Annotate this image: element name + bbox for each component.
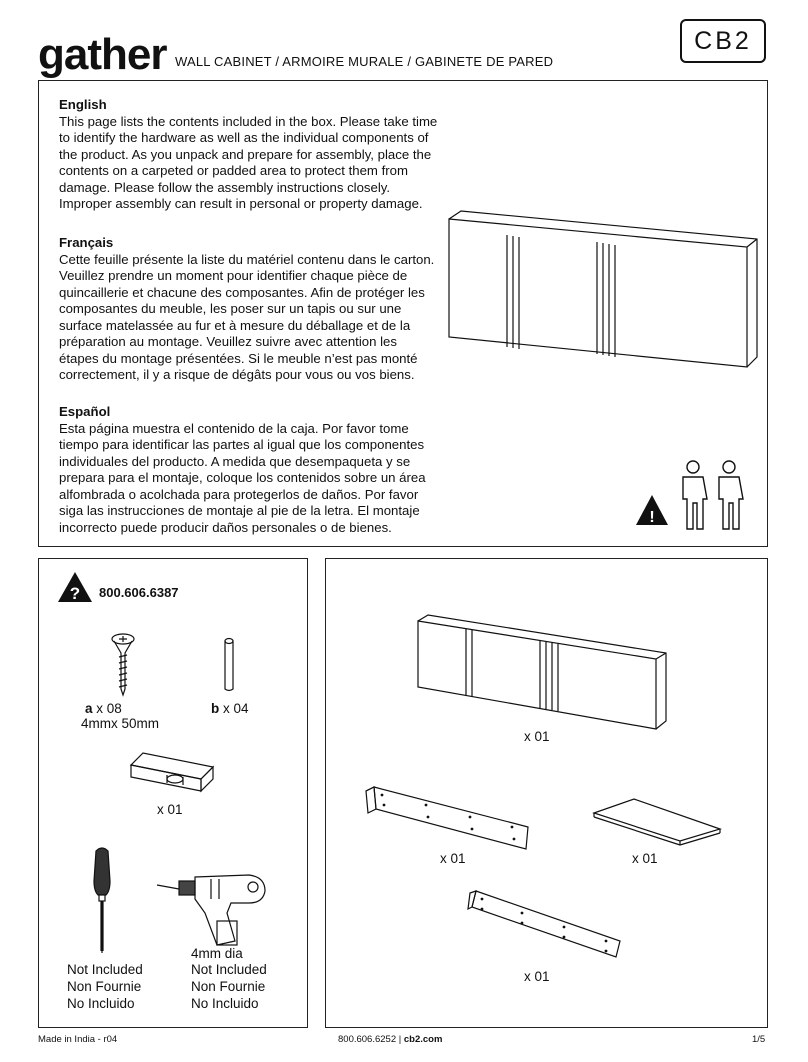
svg-text:?: ? xyxy=(69,584,81,603)
french-heading: Français xyxy=(59,235,114,250)
spanish-section xyxy=(59,404,439,536)
screwdriver-icon xyxy=(91,845,113,959)
help-phone: 800.606.6387 xyxy=(99,585,179,600)
warning-icon xyxy=(635,493,669,527)
screw-icon xyxy=(111,633,135,695)
footer-contact xyxy=(338,1034,442,1045)
page-number: 1/5 xyxy=(752,1034,766,1045)
screwdriver-not-included-es: No Incluido xyxy=(67,996,135,1011)
two-person-icon xyxy=(677,459,749,533)
dowel-icon xyxy=(221,637,237,693)
drill-bit-size: 4mm dia xyxy=(191,946,243,961)
svg-text:!: ! xyxy=(649,509,655,526)
screw-label xyxy=(85,701,122,717)
drill-icon xyxy=(157,869,269,949)
components-panel xyxy=(325,558,768,1028)
rail2-component xyxy=(466,889,626,959)
product-subtitle: WALL CABINET / ARMOIRE MURALE / GABINETE DE PARED xyxy=(175,54,554,69)
screwdriver-not-included-fr: Non Fournie xyxy=(67,979,142,994)
cabinet-illustration xyxy=(447,217,757,377)
drill-not-included-es: No Incluido xyxy=(191,996,259,1011)
cabinet-component xyxy=(416,619,666,739)
drill-not-included-en: Not Included xyxy=(191,962,267,977)
rail-qty: x 01 xyxy=(440,851,466,866)
french-section xyxy=(59,235,439,384)
french-body: Cette feuille présente la liste du matériel contenu dans le carton. Veuillez prendre un moment pour identifier chaque pièce de quincaillerie et chacune des composantes. Afin de protéger les composantes du meuble, les poser sur un tapis ou sur une surface matelassée au fur et à mesure du déballage et de la préparation au montage. Veuillez suivre avec attention les étapes du montage présentées. Si le meuble n’est pas monté correctement, il y a risque de dégâts pour vous ou vos biens. xyxy=(59,251,435,382)
dowel-qty: x 04 xyxy=(219,701,249,716)
english-heading: English xyxy=(59,97,107,112)
english-section xyxy=(59,97,439,213)
rail-component xyxy=(362,785,532,851)
level-icon xyxy=(129,749,219,795)
screw-size: 4mmx 50mm xyxy=(81,716,160,731)
spanish-heading: Español xyxy=(59,404,111,419)
level-qty: x 01 xyxy=(157,802,183,817)
dowel-letter: b xyxy=(211,701,220,716)
rail2-qty: x 01 xyxy=(524,969,550,984)
footer-phone: 800.606.6252 xyxy=(338,1034,397,1045)
screw-letter: a xyxy=(85,701,93,716)
footer-website: cb2.com xyxy=(403,1034,443,1045)
help-icon xyxy=(57,571,93,603)
english-body: This page lists the contents included in the box. Please take time to identify the hardware as well as the individual components of the product. As you unpack and prepare for assembly, place the contents on a carpeted or padded area to protect them from damage. Please follow the assembly instructions closely. Improper assembly can result in personal or property damage. xyxy=(59,113,438,211)
dowel-label xyxy=(211,701,249,717)
screw-qty: x 08 xyxy=(92,701,122,716)
footer-separator: | xyxy=(398,1034,402,1045)
drill-not-included-fr: Non Fournie xyxy=(191,979,266,994)
panel-component xyxy=(592,797,722,843)
hardware-panel xyxy=(38,558,308,1028)
spanish-body: Esta página muestra el contenido de la caja. Por favor tome tiempo para identificar las partes al igual que los componentes individuales del producto. A medida que desempaqueta y se prepara para el montaje, coloque los contenidos sobre un área alfombrada o acolchada para protegerlos de daños. Por favor siga las instrucciones de montaje al pie de la letra. El montaje incorrecto puede producir daños personales o de bienes. xyxy=(59,420,426,535)
brand-name: gather xyxy=(38,30,167,79)
made-in: Made in India - r04 xyxy=(38,1034,118,1045)
intro-section xyxy=(38,80,768,547)
cb2-logo: CB2 xyxy=(680,19,766,63)
cabinet-qty: x 01 xyxy=(524,729,550,744)
panel-qty: x 01 xyxy=(632,851,658,866)
screwdriver-not-included-en: Not Included xyxy=(67,962,143,977)
